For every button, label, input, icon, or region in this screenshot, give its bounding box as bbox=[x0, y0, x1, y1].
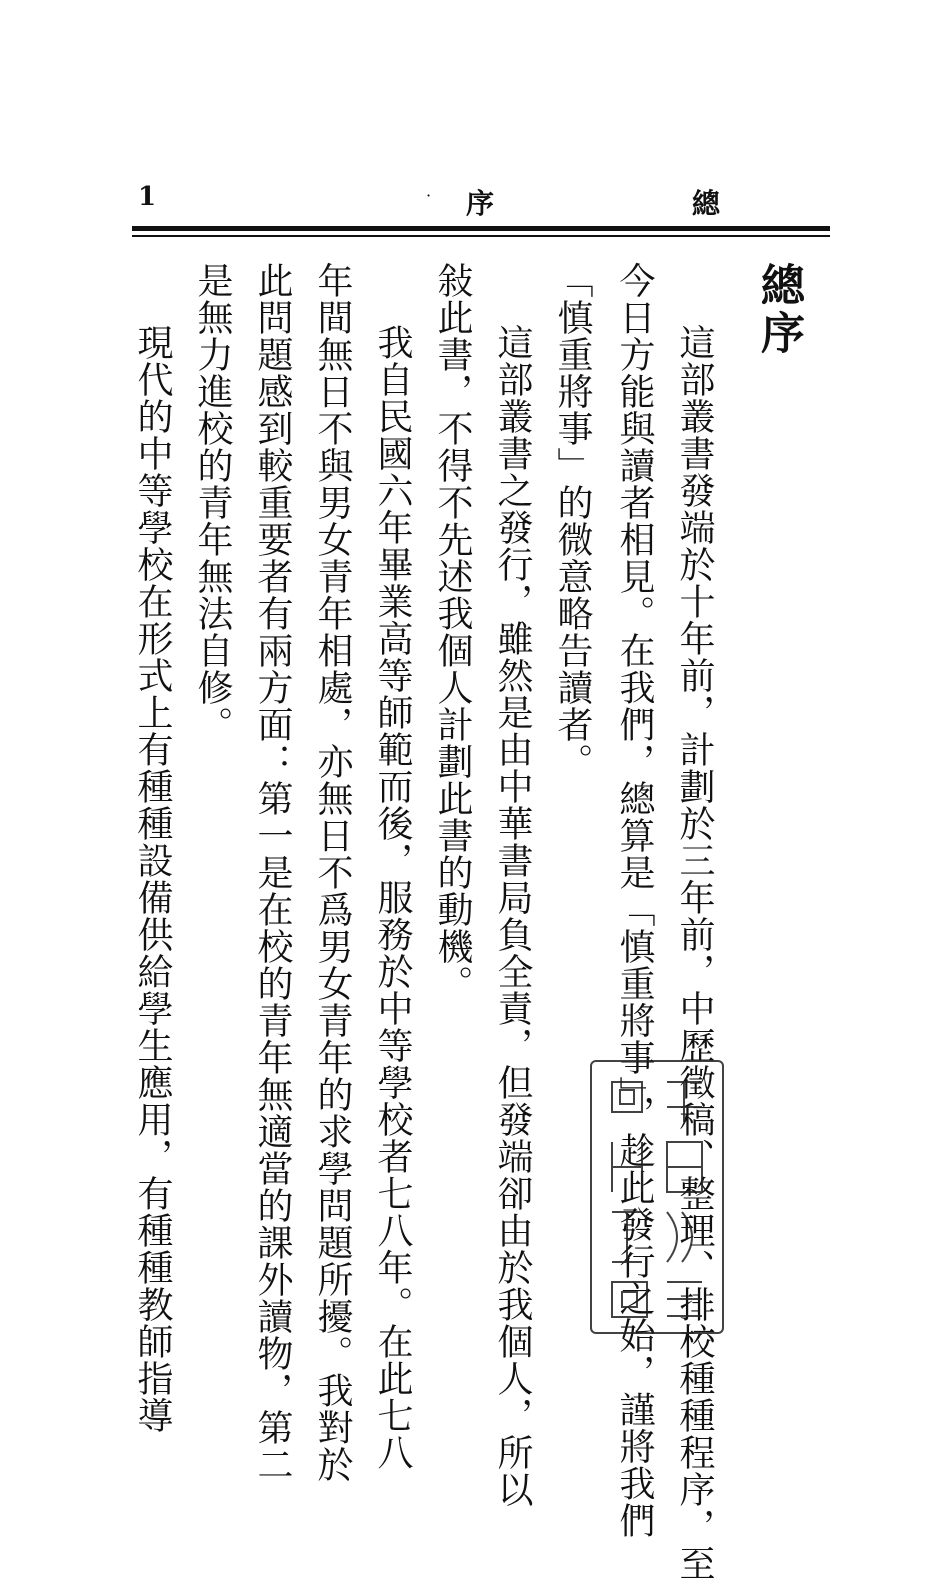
header-title: 總 bbox=[692, 187, 721, 220]
text-column-7: 年間無日不與男女青年相處，亦無日不爲男女青年的求學問題所擾。我對於 bbox=[312, 262, 353, 1483]
header-section: 序 bbox=[466, 187, 495, 220]
header-rule-thick bbox=[132, 226, 830, 231]
text-column-6: 我自民國六年畢業高等師範而後，服務於中等學校者七八年。在此七八 bbox=[372, 324, 413, 1471]
text-column-2: 今日方能與讀者相見。在我們，總算是「慎重將事」，趁此發行之始，謹將我們 bbox=[614, 262, 655, 1539]
text-column-10: 現代的中等學校在形式上有種種設備供給學生應用，有種種教師指導 bbox=[132, 324, 173, 1434]
text-column-4: 這部叢書之發行，雖然是由中華書局負全責，但發端卻由於我個人，所以 bbox=[492, 324, 533, 1508]
header-rule-thin bbox=[132, 235, 830, 237]
running-header bbox=[130, 182, 830, 222]
text-column-5: 敍此書，不得不先述我個人計劃此書的動機。 bbox=[432, 262, 473, 1002]
header-dot: · bbox=[426, 186, 432, 205]
text-column-3: 「慎重將事」的微意略告讀者。 bbox=[552, 262, 593, 780]
page-number: 1 bbox=[138, 182, 157, 212]
text-column-8: 此問題感到較重要者有兩方面：第一是在校的青年無適當的課外讀物，第二 bbox=[252, 262, 293, 1483]
seal-stamp-icon bbox=[590, 1060, 724, 1334]
text-column-9: 是無力進校的青年無法自修。 bbox=[192, 262, 233, 743]
section-title: 總序 bbox=[753, 262, 804, 358]
text-column-1: 這部叢書發端於十年前，計劃於三年前，中歷徵稿、整理、排校種種程序，至 bbox=[674, 324, 715, 1582]
